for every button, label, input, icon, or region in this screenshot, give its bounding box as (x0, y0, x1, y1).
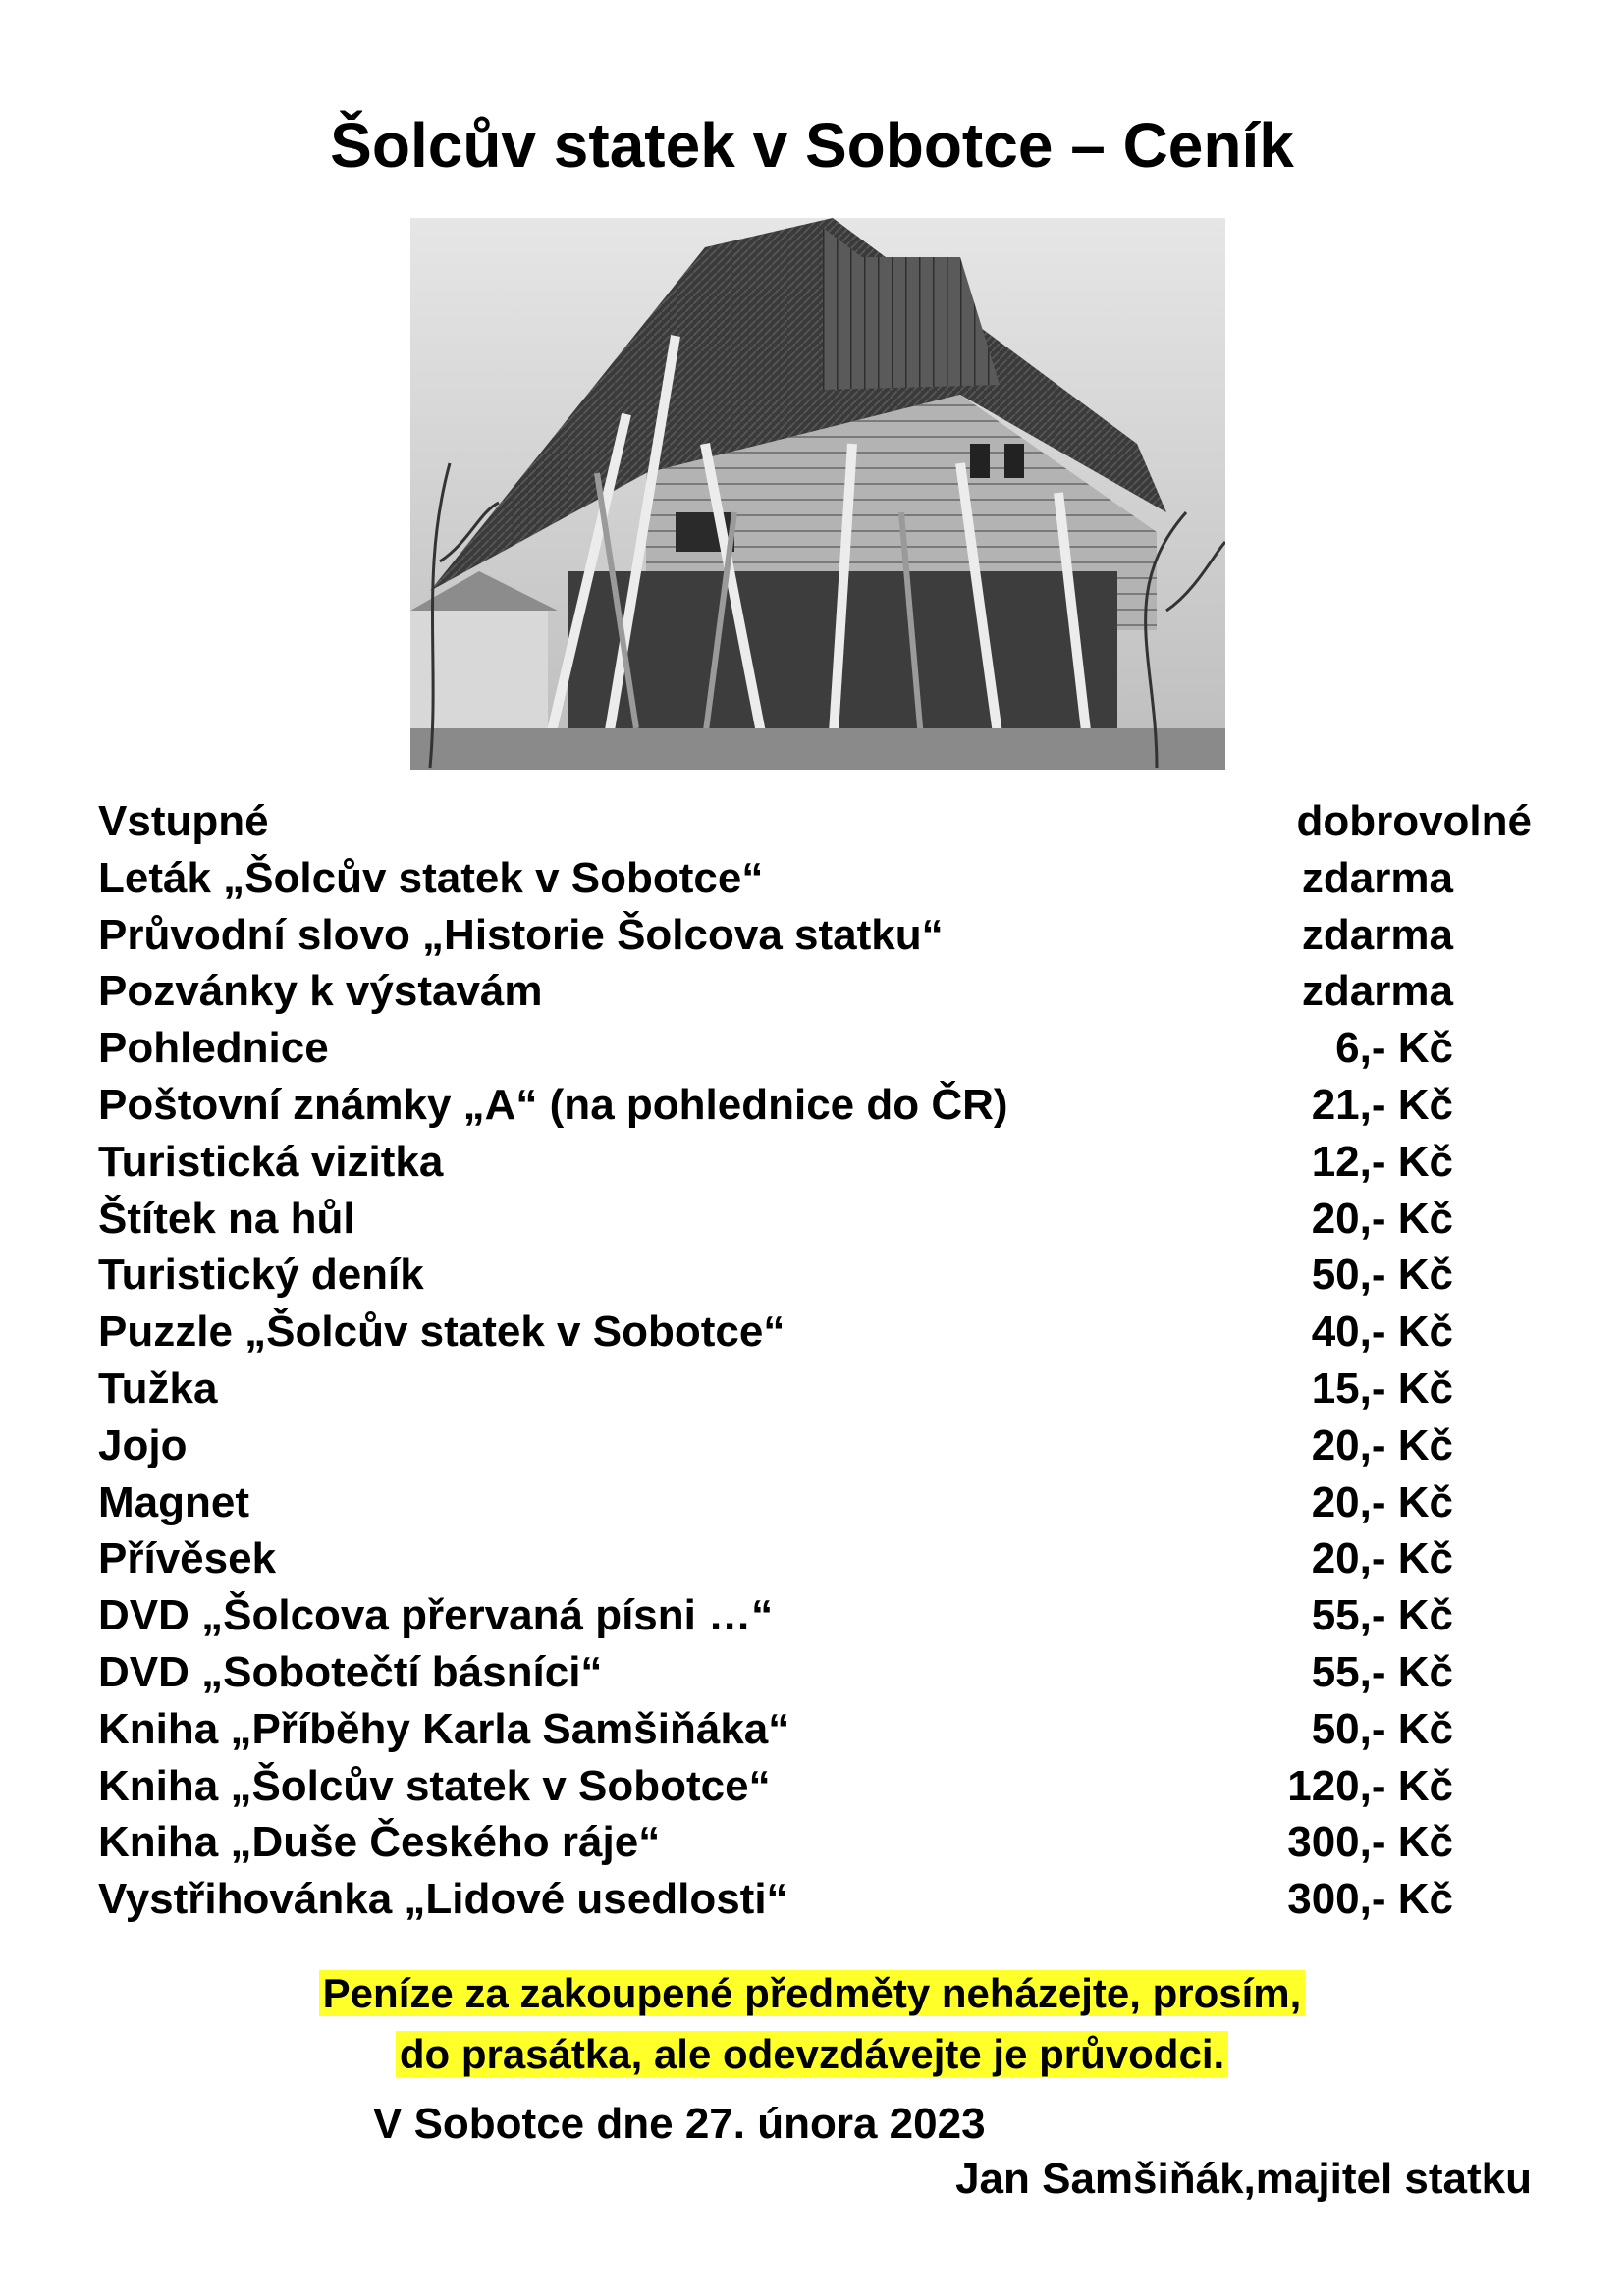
item-label: Kniha „Duše Českého ráje“ (98, 1818, 661, 1867)
item-price: 40,- Kč (1311, 1308, 1453, 1357)
price-row (98, 963, 1551, 1020)
price-row (98, 1701, 1551, 1758)
price-row (98, 1020, 1551, 1077)
payment-notice (0, 1963, 1624, 2085)
item-price: 300,- Kč (1287, 1875, 1453, 1924)
item-price: 55,- Kč (1311, 1591, 1453, 1640)
item-label: Štítek na hůl (98, 1194, 355, 1243)
price-row (98, 1417, 1551, 1474)
item-price: 20,- Kč (1311, 1534, 1453, 1583)
item-label: Přívěsek (98, 1534, 277, 1583)
price-row (98, 793, 1551, 850)
item-price: 21,- Kč (1311, 1080, 1453, 1129)
price-row (98, 850, 1551, 907)
item-price: 20,- Kč (1311, 1194, 1453, 1243)
item-label: Turistická vizitka (98, 1137, 444, 1186)
price-row (98, 1644, 1551, 1701)
item-label: Jojo (98, 1420, 188, 1469)
item-label: Vystřihovánka „Lidové usedlosti“ (98, 1875, 788, 1924)
item-label: Průvodní slovo „Historie Šolcova statku“ (98, 910, 944, 959)
item-price: 300,- Kč (1287, 1818, 1453, 1867)
price-row (98, 907, 1551, 964)
item-label: Tužka (98, 1363, 218, 1413)
price-row (98, 1077, 1551, 1134)
price-row (98, 1134, 1551, 1191)
price-row (98, 1304, 1551, 1361)
date-line: V Sobotce dne 27. února 2023 (373, 2100, 986, 2148)
price-row (98, 1587, 1551, 1644)
item-label: Kniha „Šolcův statek v Sobotce“ (98, 1761, 771, 1810)
price-row (98, 1871, 1551, 1928)
page-title: Šolcův statek v Sobotce – Ceník (330, 110, 1294, 181)
notice-line: do prasátka, ale odevzdávejte je průvodci. (396, 2031, 1228, 2077)
price-row (98, 1530, 1551, 1587)
item-label: Turistický deník (98, 1251, 424, 1300)
item-label: Pozvánky k výstavám (98, 967, 543, 1016)
item-label: Poštovní známky „A“ (na pohlednice do ČR) (98, 1080, 1008, 1129)
price-row (98, 1247, 1551, 1304)
price-row (98, 1361, 1551, 1417)
item-price: zdarma (1301, 967, 1453, 1016)
item-label: Kniha „Příběhy Karla Samšiňáka“ (98, 1704, 790, 1753)
item-price: dobrovolné (1296, 797, 1532, 845)
item-price: 120,- Kč (1287, 1761, 1453, 1810)
item-price: 55,- Kč (1311, 1647, 1453, 1696)
signature: Jan Samšiňák,majitel statku (955, 2155, 1532, 2203)
price-row (98, 1191, 1551, 1248)
price-list (98, 793, 1551, 1928)
item-label: DVD „Šolcova přervaná písni …“ (98, 1591, 774, 1640)
item-price: 50,- Kč (1311, 1251, 1453, 1300)
item-price: 15,- Kč (1311, 1363, 1453, 1413)
item-label: Pohlednice (98, 1024, 329, 1073)
item-price: 20,- Kč (1311, 1420, 1453, 1469)
item-price: zdarma (1301, 910, 1453, 959)
item-label: Vstupné (98, 797, 269, 845)
notice-line: Peníze za zakoupené předměty neházejte, prosím, (319, 1970, 1306, 2016)
price-row (98, 1758, 1551, 1815)
item-price: zdarma (1301, 853, 1453, 902)
price-row (98, 1814, 1551, 1871)
item-label: DVD „Sobotečtí básníci“ (98, 1647, 603, 1696)
item-price: 20,- Kč (1311, 1477, 1453, 1526)
item-label: Magnet (98, 1477, 249, 1526)
price-row (98, 1474, 1551, 1531)
item-price: 12,- Kč (1311, 1137, 1453, 1186)
item-price: 6,- Kč (1335, 1024, 1453, 1073)
item-label: Leták „Šolcův statek v Sobotce“ (98, 853, 764, 902)
item-label: Puzzle „Šolcův statek v Sobotce“ (98, 1308, 785, 1357)
item-price: 50,- Kč (1311, 1704, 1453, 1753)
farmhouse-photo (410, 218, 1225, 770)
